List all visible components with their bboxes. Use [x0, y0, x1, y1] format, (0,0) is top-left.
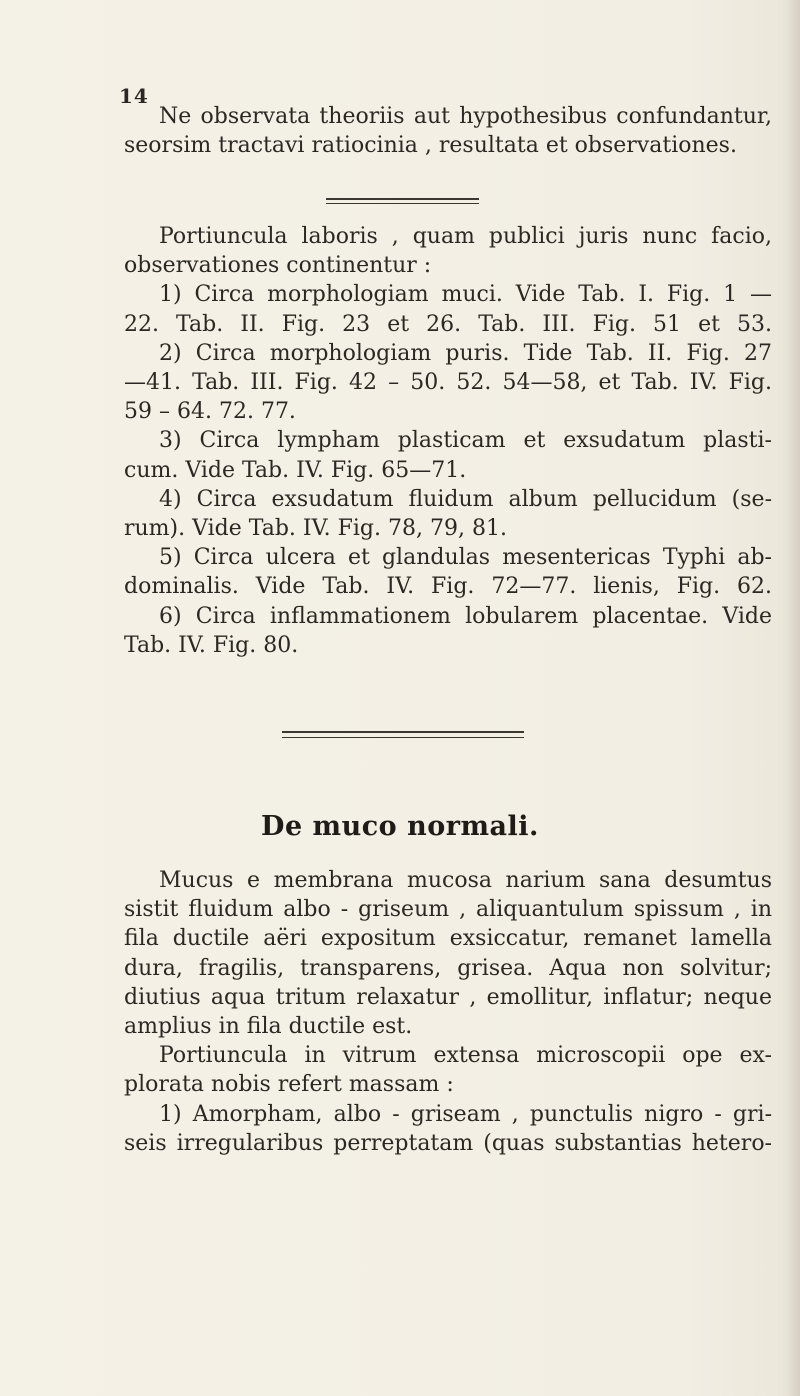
body-paragraph	[124, 866, 772, 1158]
text-line: Portiuncula in vitrum extensa microscopii ope ex-	[159, 1043, 772, 1069]
text-line: observationes continentur :	[124, 253, 432, 279]
text-line: rum). Vide Tab. IV. Fig. 78, 79, 81.	[124, 516, 507, 542]
text-line: sistit fluidum albo - griseum , aliquantulum spissum , in	[124, 897, 772, 923]
text-line: amplius in fila ductile est.	[124, 1014, 413, 1040]
list-item: 1) Amorpham, albo - griseam , punctulis nigro - gri-	[159, 1101, 772, 1127]
text-line: dura, fragilis, transparens, grisea. Aqua non solvitur;	[124, 955, 772, 981]
list-item: 6) Circa inflammationem lobularem placentae. Vide	[159, 603, 772, 629]
observations-list	[124, 222, 772, 660]
page-edge-shadow	[786, 0, 800, 1396]
text-line: seorsim tractavi ratiocinia , resultata et observationes.	[124, 133, 737, 159]
intro-paragraph	[124, 102, 772, 160]
text-line: fila ductile aëri expositum exsiccatur, remanet lamella	[124, 926, 772, 952]
text-line: seis irregularibus perreptatam (quas substantias hetero-	[124, 1130, 772, 1156]
list-item: 4) Circa exsudatum fluidum album pellucidum (se-	[159, 486, 772, 512]
text-line: cum. Vide Tab. IV. Fig. 65—71.	[124, 457, 467, 483]
text-line: diutius aqua tritum relaxatur , emollitur, inflatur; neque	[124, 984, 772, 1010]
list-item: 2) Circa morphologiam puris. Tide Tab. II. Fig. 27	[159, 340, 772, 366]
section-heading: De muco normali.	[261, 811, 539, 842]
section-rule-top	[282, 731, 524, 733]
text-line: 22. Tab. II. Fig. 23 et 26. Tab. III. Fig. 51 et 53.	[124, 311, 772, 337]
text-line: Mucus e membrana mucosa narium sana desumtus	[159, 868, 772, 893]
text-line: plorata nobis refert massam :	[124, 1072, 454, 1098]
list-item: 3) Circa lympham plasticam et exsudatum plasti-	[159, 428, 772, 454]
double-rule-top	[326, 198, 479, 200]
double-rule-bottom	[326, 203, 479, 204]
list-item: 1) Circa morphologiam muci. Vide Tab. I. Fig. 1 —	[159, 282, 772, 308]
text-line: dominalis. Vide Tab. IV. Fig. 72—77. lienis, Fig. 62.	[124, 574, 772, 600]
section-rule-bottom	[282, 737, 524, 738]
text-line: Ne observata theoriis aut hypothesibus confundantur,	[159, 104, 772, 129]
page-number: 14	[119, 84, 149, 108]
text-line: Portiuncula laboris , quam publici juris nunc facio,	[159, 224, 772, 249]
text-line: 59 – 64. 72. 77.	[124, 399, 296, 425]
list-item: 5) Circa ulcera et glandulas mesentericas Typhi ab-	[159, 545, 772, 571]
text-line: —41. Tab. III. Fig. 42 – 50. 52. 54—58, et Tab. IV. Fig.	[124, 370, 772, 396]
text-line: Tab. IV. Fig. 80.	[124, 632, 299, 658]
